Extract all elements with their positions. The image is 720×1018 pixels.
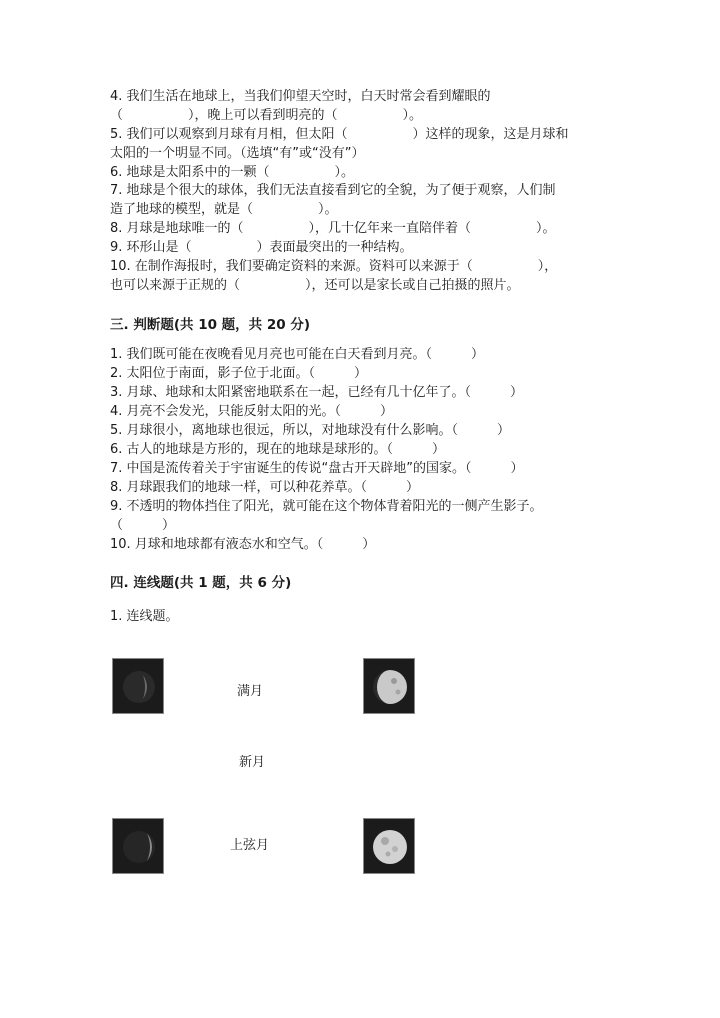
moon-crescent-thin-image <box>112 818 164 874</box>
fill-in-line: 5. 我们可以观察到月球有月相，但太阳（ ）这样的现象，这是月球和 <box>110 127 569 142</box>
fill-in-line: 4. 我们生活在地球上，当我们仰望天空时，白天时常会看到耀眼的 <box>110 89 491 104</box>
section-heading-true-false: 三. 判断题(共 10 题，共 20 分) <box>110 317 311 333</box>
list-item: 10. 月球和地球都有液态水和空气。（ ） <box>110 537 376 552</box>
fill-in-line: 7. 地球是个很大的球体，我们无法直接看到它的全貌，为了便于观察，人们制 <box>110 183 556 198</box>
fill-in-line: 6. 地球是太阳系中的一颗（ ）。 <box>110 165 355 180</box>
fill-in-line: 太阳的一个明显不同。（选填“有”或“没有”） <box>110 146 365 161</box>
fill-in-line: 造了地球的模型，就是（ ）。 <box>110 202 338 217</box>
moon-gibbous-image <box>363 658 415 714</box>
moon-phase-label: 上弦月 <box>230 838 270 853</box>
list-item: 7. 中国是流传着关于宇宙诞生的传说“盘古开天辟地”的国家。（ ） <box>110 461 524 476</box>
fill-in-line: 8. 月球是地球唯一的（ ），几十亿年来一直陪伴着（ ）。 <box>110 221 556 236</box>
moon-phase-label: 新月 <box>239 755 266 770</box>
list-item: 1. 我们既可能在夜晚看见月亮也可能在白天看到月亮。（ ） <box>110 347 485 362</box>
fill-in-line: 也可以来源于正规的（ ），还可以是家长或自己拍摄的照片。 <box>110 278 520 293</box>
matching-question: 1. 连线题。 <box>110 609 179 624</box>
fill-in-line: （ ），晚上可以看到明亮的（ ）。 <box>110 108 423 123</box>
list-item: （ ） <box>110 518 176 533</box>
moon-crescent-dark-image <box>112 658 164 714</box>
list-item: 8. 月球跟我们的地球一样，可以种花养草。（ ） <box>110 480 420 495</box>
fill-in-line: 9. 环形山是（ ）表面最突出的一种结构。 <box>110 240 413 255</box>
list-item: 9. 不透明的物体挡住了阳光，就可能在这个物体背着阳光的一侧产生影子。 <box>110 499 543 514</box>
moon-full-image <box>363 818 415 874</box>
list-item: 2. 太阳位于南面，影子位于北面。（ ） <box>110 366 368 381</box>
fill-in-line: 10. 在制作海报时，我们要确定资料的来源。资料可以来源于（ ）， <box>110 259 558 274</box>
list-item: 4. 月亮不会发光，只能反射太阳的光。（ ） <box>110 404 394 419</box>
moon-phase-label: 满月 <box>237 684 264 699</box>
list-item: 5. 月球很小，离地球也很远，所以，对地球没有什么影响。（ ） <box>110 423 511 438</box>
list-item: 6. 古人的地球是方形的，现在的地球是球形的。（ ） <box>110 442 446 457</box>
list-item: 3. 月球、地球和太阳紧密地联系在一起，已经有几十亿年了。（ ） <box>110 385 524 400</box>
section-heading-matching: 四. 连线题(共 1 题，共 6 分) <box>110 575 292 591</box>
